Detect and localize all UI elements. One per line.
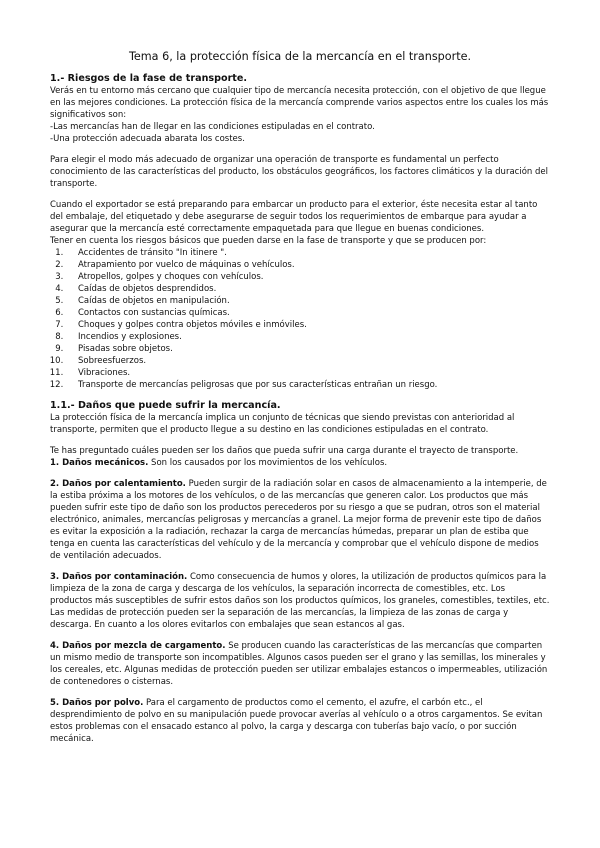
damage-label: 2. Daños por calentamiento. <box>50 479 186 489</box>
list-item: 2. Atrapamiento por vuelco de máquinas o vehículos. <box>66 259 550 271</box>
list-item: 11. Vibraciones. <box>66 367 550 379</box>
damage-label: 5. Daños por polvo. <box>50 698 144 708</box>
damage-text: Se producen cuando las características de las mercancías que comparten un mismo medio de transporte son incompatibles. Algunos casos pueden ser el grano y las semillas, los minerales y los cereales, etc. Algunas medidas de protección pueden ser utilizar embalajes estancos o impermeables, utilización de contenedores o cisternas. <box>50 641 548 687</box>
damage-text: Son los causados por los movimientos de los vehículos. <box>148 458 388 468</box>
list-item: 12. Transporte de mercancías peligrosas que por sus características entrañan un riesgo. <box>66 379 550 391</box>
damage-dust <box>50 697 550 745</box>
damage-heating <box>50 478 550 562</box>
damage-label: 1. Daños mecánicos. <box>50 458 149 468</box>
damage-text: Para el cargamento de productos como el cemento, el azufre, el carbón etc., el desprendimiento de polvo en su manipulación puede provocar averías al vehículo o a otros cargamentos. Se evitan estos problemas con el ensacado estanco al polvo, la carga y descarga con tuberías bajo vacío, o por succión mecánica. <box>50 698 543 744</box>
paragraph: Cuando el exportador se está preparando para embarcar un producto para el exterior, éste necesita estar al tanto del embalaje, del etiquetado y debe asegurarse de seguir todos los requerimientos de embarque para ayudar a asegurar que la mercancía esté correctamente empaquetada para que llegue en buenas condiciones. <box>50 200 538 234</box>
damage-label: 4. Daños por mezcla de cargamento. <box>50 641 226 651</box>
paragraph: Para elegir el modo más adecuado de organizar una operación de transporte es fundamental un perfecto conocimiento de las características del producto, los obstáculos geográficos, los factores climáticos y la duración del transporte. <box>50 155 548 189</box>
paragraph: La protección física de la mercancía implica un conjunto de técnicas que siendo previstas con anterioridad al transporte, permiten que el producto llegue a su destino en las condiciones estipuladas en el contrato. <box>50 413 515 435</box>
list-item: 5. Caídas de objetos en manipulación. <box>66 295 550 307</box>
paragraph: Verás en tu entorno más cercano que cualquier tipo de mercancía necesita protección, con el objetivo de que llegue en las mejores condiciones. La protección física de la mercancía comprende varios aspectos entre los cuales los más significativos son: <box>50 86 549 120</box>
damage-cargo-mix <box>50 640 550 688</box>
list-item: 6. Contactos con sustancias químicas. <box>66 307 550 319</box>
list-item: 1. Accidentes de tránsito "In itinere ". <box>66 247 550 259</box>
list-item: 9. Pisadas sobre objetos. <box>66 343 550 355</box>
section-heading-1-1: 1.1.- Daños que puede sufrir la mercancía. <box>50 400 281 411</box>
damage-contamination <box>50 571 550 631</box>
damage-text: Pueden surgir de la radiación solar en casos de almacenamiento a la intemperie, de la estiba próxima a los motores de los vehículos, o de las mercancías que generen calor. Los productos que más pueden sufrir este tipo de daño son los productos perecederos por su riesgo a que se pudran, otros son el material electrónico, animales, mercancías peligrosas y mercancías a granel. La mejor forma de prevenir este tipo de daños es evitar la exposición a la radiación, rechazar la carga de mercancías húmedas, preparar un plan de estiba que tenga en cuenta las características del vehículo y de la mercancía y comprobar que el vehículo dispone de medios de ventilación adecuados. <box>50 479 547 561</box>
list-item: 8. Incendios y explosiones. <box>66 331 550 343</box>
damage-mechanical <box>50 457 550 469</box>
damage-text: Como consecuencia de humos y olores, la utilización de productos químicos para la limpieza de la zona de carga y descarga de los vehículos, la separación incorrecta de comestibles, etc. Los productos más susceptibles de sufrir estos daños son los productos químicos, los graneles, comestibles, textiles, etc. Las medidas de protección pueden ser la separación de las mercancías, la limpieza de las zonas de carga y descarga. En cuanto a los olores evitarlos con embalajes que sean estancos al gas. <box>50 572 550 630</box>
risk-list <box>50 247 550 391</box>
page-title: Tema 6, la protección física de la mercancía en el transporte. <box>128 50 472 63</box>
damage-label: 3. Daños por contaminación. <box>50 572 188 582</box>
section-heading-1: 1.- Riesgos de la fase de transporte. <box>50 73 248 84</box>
paragraph: -Una protección adecuada abarata los costes. <box>50 134 245 144</box>
list-item: 7. Choques y golpes contra objetos móviles e inmóviles. <box>66 319 550 331</box>
list-item: 4. Caídas de objetos desprendidos. <box>66 283 550 295</box>
list-item: 10. Sobreesfuerzos. <box>66 355 550 367</box>
paragraph: Te has preguntado cuáles pueden ser los daños que pueda sufrir una carga durante el trayecto de transporte. <box>50 446 519 456</box>
paragraph: Tener en cuenta los riesgos básicos que pueden darse en la fase de transporte y que se producen por: <box>50 236 487 246</box>
paragraph: -Las mercancías han de llegar en las condiciones estipuladas en el contrato. <box>50 122 375 132</box>
list-item: 3. Atropellos, golpes y choques con vehículos. <box>66 271 550 283</box>
document-page <box>50 50 550 745</box>
